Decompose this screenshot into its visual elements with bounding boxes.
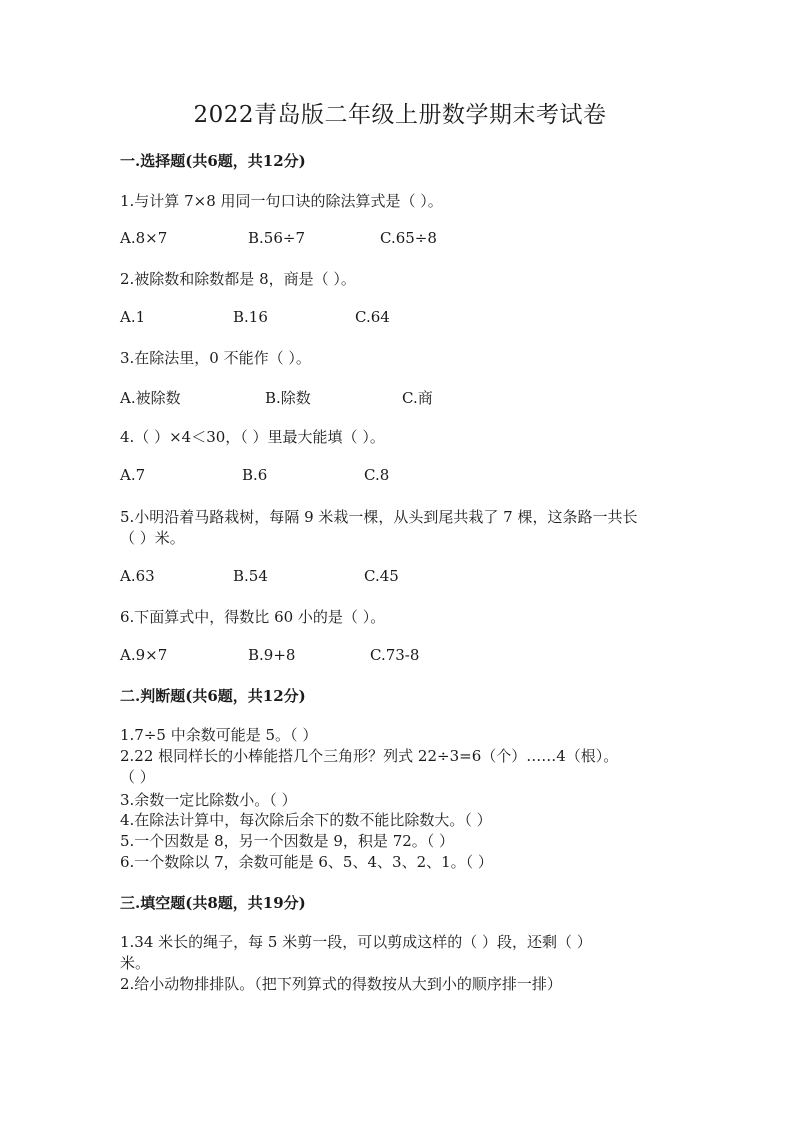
option-a: A.7 — [120, 466, 146, 484]
option-a: A.1 — [120, 308, 146, 326]
option-b: B.54 — [233, 567, 268, 585]
question-5-continued: （ ）米。 — [120, 529, 185, 547]
option-c: C.73-8 — [370, 646, 420, 664]
option-c: C.商 — [402, 389, 433, 407]
option-a: A.63 — [120, 567, 155, 585]
exam-title: 2022青岛版二年级上册数学期末考试卷 — [193, 102, 607, 128]
option-b: B.56÷7 — [248, 229, 305, 247]
judgement-item-6: 6.一个数除以 7，余数可能是 6、5、4、3、2、1。（ ） — [120, 853, 493, 871]
section-heading-fill-blank: 三.填空题(共8题，共19分) — [120, 894, 306, 912]
option-c: C.65÷8 — [380, 229, 437, 247]
judgement-item-2-continued: （ ） — [120, 768, 155, 786]
option-c: C.45 — [364, 567, 399, 585]
section-heading-judgement: 二.判断题(共6题，共12分) — [120, 687, 306, 705]
option-c: C.64 — [355, 308, 390, 326]
option-b: B.16 — [233, 308, 268, 326]
judgement-item-5: 5.一个因数是 8，另一个因数是 9，积是 72。（ ） — [120, 832, 455, 850]
option-a: A.9×7 — [120, 646, 168, 664]
fill-blank-item-1-continued: 米。 — [120, 954, 151, 972]
option-c: C.8 — [364, 466, 390, 484]
option-b: B.6 — [242, 466, 268, 484]
question-3: 3.在除法里，0 不能作（ ）。 — [120, 349, 311, 367]
option-b: B.9+8 — [248, 646, 296, 664]
option-a: A.被除数 — [120, 389, 181, 407]
question-4: 4.（ ）×4＜30，（ ）里最大能填（ ）。 — [120, 428, 385, 446]
judgement-item-4: 4.在除法计算中，每次除后余下的数不能比除数大。（ ） — [120, 811, 492, 829]
section-heading-choice: 一.选择题(共6题，共12分) — [120, 152, 306, 170]
question-6: 6.下面算式中，得数比 60 小的是（ ）。 — [120, 608, 386, 626]
judgement-item-2: 2.22 根同样长的小棒能搭几个三角形？列式 22÷3=6（个）……4（根）。 — [120, 747, 619, 765]
judgement-item-3: 3.余数一定比除数小。（ ） — [120, 791, 297, 809]
fill-blank-item-2: 2.给小动物排排队。（把下列算式的得数按从大到小的顺序排一排） — [120, 975, 562, 993]
option-b: B.除数 — [265, 389, 311, 407]
judgement-item-1: 1.7÷5 中余数可能是 5。（ ） — [120, 726, 318, 744]
question-1: 1.与计算 7×8 用同一句口诀的除法算式是（ ）。 — [120, 192, 443, 210]
option-a: A.8×7 — [120, 229, 168, 247]
question-2: 2.被除数和除数都是 8，商是（ ）。 — [120, 270, 356, 288]
fill-blank-item-1: 1.34 米长的绳子，每 5 米剪一段，可以剪成这样的（ ）段，还剩（ ） — [120, 933, 592, 951]
question-5: 5.小明沿着马路栽树，每隔 9 米栽一棵，从头到尾共栽了 7 棵，这条路一共长 — [120, 508, 638, 526]
